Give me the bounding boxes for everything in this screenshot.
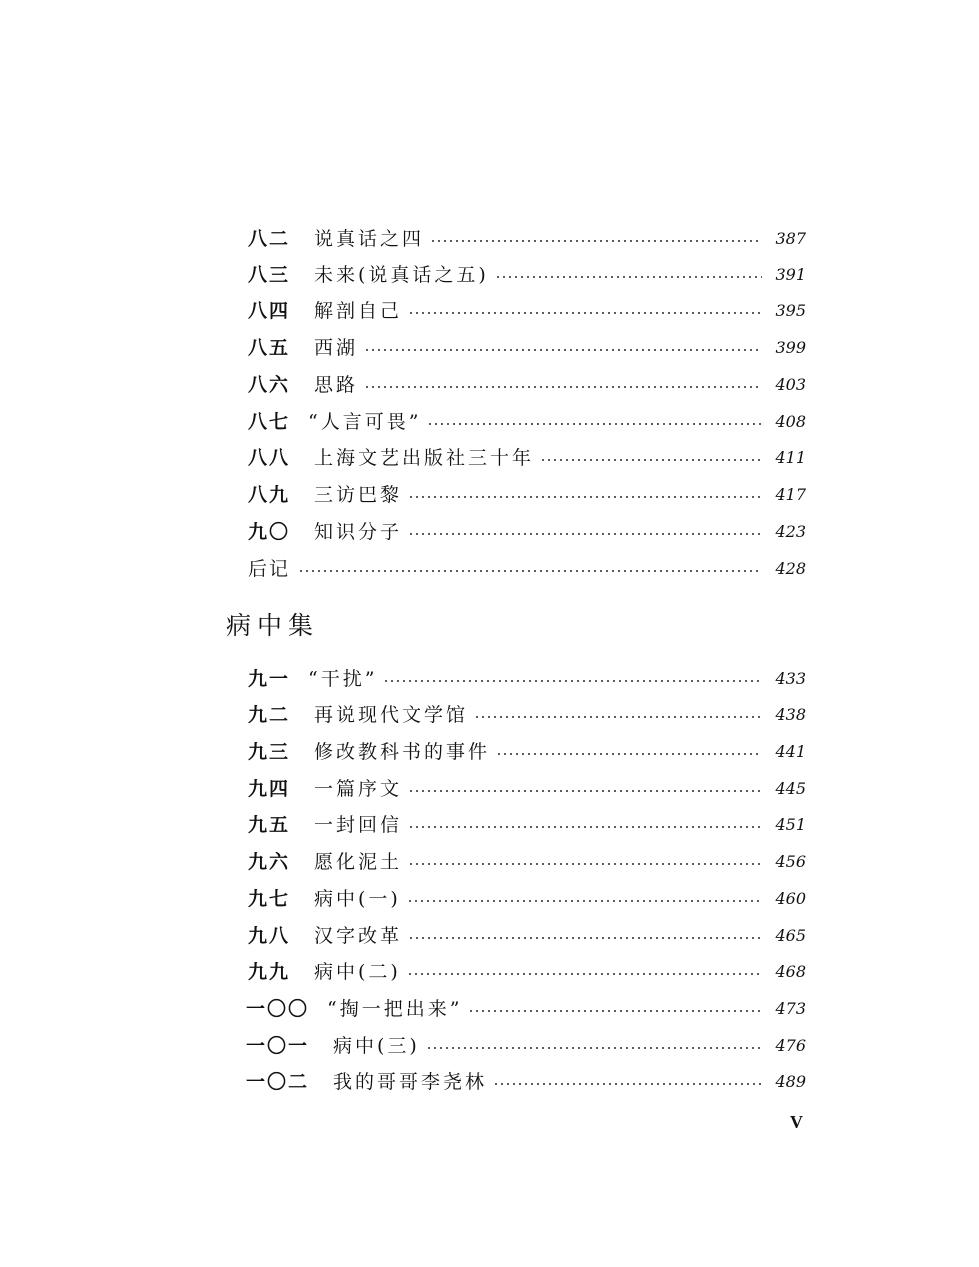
dot-leader — [407, 900, 762, 902]
entry-number: 九〇 — [248, 521, 291, 543]
dot-leader — [407, 973, 762, 975]
entry-page: 473 — [775, 999, 806, 1018]
entry-title: 说真话之四 — [314, 228, 425, 250]
entry-number: 后记 — [248, 558, 291, 580]
entry-page: 433 — [775, 669, 806, 688]
toc-entry[interactable] — [248, 847, 806, 877]
entry-title: 知识分子 — [314, 521, 403, 543]
dot-leader — [408, 312, 762, 314]
entry-page: 423 — [775, 522, 806, 541]
page-folio: V — [790, 1112, 803, 1132]
entry-page: 408 — [775, 412, 806, 431]
dot-leader — [383, 680, 762, 682]
toc-entry[interactable] — [248, 260, 806, 290]
entry-page: 399 — [775, 338, 806, 357]
entry-number: 八七 — [248, 411, 291, 433]
entry-page: 451 — [775, 815, 806, 834]
entry-title: 西湖 — [314, 337, 359, 359]
entry-page: 391 — [775, 265, 806, 284]
entry-number: 八四 — [248, 300, 291, 322]
entry-page: 476 — [775, 1036, 806, 1055]
dot-leader — [474, 716, 762, 718]
entry-page: 468 — [775, 962, 806, 981]
entry-page: 428 — [775, 559, 806, 578]
entry-number: 九二 — [248, 704, 291, 726]
entry-title: 修改教科书的事件 — [314, 741, 491, 763]
entry-number: 九八 — [248, 925, 291, 947]
dot-leader — [496, 753, 762, 755]
toc-entry[interactable] — [248, 810, 806, 840]
entry-number: 一〇一 — [246, 1035, 310, 1057]
dot-leader — [540, 459, 762, 461]
entry-page: 417 — [775, 485, 806, 504]
entry-title: 汉字改革 — [314, 925, 403, 947]
toc-entry-afterword[interactable] — [248, 554, 806, 584]
entry-number: 八五 — [248, 337, 291, 359]
dot-leader — [408, 533, 762, 535]
toc-entry[interactable] — [248, 296, 806, 326]
toc-entry[interactable] — [248, 957, 806, 987]
dot-leader — [408, 826, 762, 828]
toc-entry[interactable] — [248, 774, 806, 804]
dot-leader — [408, 863, 762, 865]
entry-page: 465 — [775, 926, 806, 945]
entry-title: 病中(二) — [314, 961, 401, 983]
entry-title: 三访巴黎 — [314, 484, 403, 506]
entry-title: 解剖自己 — [314, 300, 403, 322]
toc-entry[interactable] — [248, 480, 806, 510]
entry-number: 一〇二 — [246, 1071, 310, 1093]
dot-leader — [408, 937, 762, 939]
entry-title: 愿化泥土 — [314, 851, 403, 873]
entry-page: 456 — [775, 852, 806, 871]
entry-number: 九三 — [248, 741, 291, 763]
entry-number: 九四 — [248, 778, 291, 800]
entry-title: 我的哥哥李尧林 — [333, 1071, 488, 1093]
entry-title: “掏一把出来” — [327, 998, 463, 1020]
entry-title: “干扰” — [308, 668, 378, 690]
entry-number: 八六 — [248, 374, 291, 396]
entry-title: 再说现代文学馆 — [314, 704, 469, 726]
toc-entry[interactable] — [246, 1067, 806, 1097]
toc-entry[interactable] — [246, 1031, 806, 1061]
dot-leader — [468, 1010, 762, 1012]
toc-entry[interactable] — [248, 407, 806, 437]
entry-number: 九一 — [248, 668, 291, 690]
entry-page: 411 — [775, 448, 806, 467]
entry-title: “人言可畏” — [308, 411, 422, 433]
entry-number: 八九 — [248, 484, 291, 506]
toc-entry[interactable] — [248, 737, 806, 767]
toc-entry[interactable] — [248, 664, 806, 694]
entry-number: 八八 — [248, 447, 291, 469]
entry-number: 九五 — [248, 814, 291, 836]
toc-entry[interactable] — [246, 994, 806, 1024]
entry-number: 八二 — [248, 228, 291, 250]
section-heading: 病中集 — [226, 611, 320, 640]
entry-page: 438 — [775, 705, 806, 724]
entry-number: 一〇〇 — [246, 998, 310, 1020]
toc-entry[interactable] — [248, 921, 806, 951]
dot-leader — [408, 790, 762, 792]
dot-leader — [427, 423, 762, 425]
toc-entry[interactable] — [248, 517, 806, 547]
dot-leader — [364, 349, 762, 351]
entry-page: 489 — [775, 1072, 806, 1091]
toc-entry[interactable] — [248, 700, 806, 730]
toc-entry[interactable] — [248, 884, 806, 914]
entry-number: 八三 — [248, 264, 291, 286]
entry-title: 一封回信 — [314, 814, 403, 836]
dot-leader — [426, 1047, 762, 1049]
entry-title: 病中(一) — [314, 888, 401, 910]
dot-leader — [298, 570, 762, 572]
entry-page: 403 — [775, 375, 806, 394]
entry-title: 未来(说真话之五) — [314, 264, 489, 286]
entry-page: 460 — [775, 889, 806, 908]
entry-number: 九六 — [248, 851, 291, 873]
entry-page: 395 — [775, 301, 806, 320]
entry-title: 思路 — [314, 374, 359, 396]
dot-leader — [408, 496, 762, 498]
entry-title: 一篇序文 — [314, 778, 403, 800]
dot-leader — [495, 276, 762, 278]
entry-page: 441 — [775, 742, 806, 761]
dot-leader — [364, 386, 762, 388]
toc-entry[interactable] — [248, 370, 806, 400]
entry-title: 上海文艺出版社三十年 — [314, 447, 535, 469]
entry-number: 九九 — [248, 961, 291, 983]
entry-title: 病中(三) — [333, 1035, 420, 1057]
toc-entry[interactable] — [248, 443, 806, 473]
toc-entry[interactable] — [248, 224, 806, 254]
entry-number: 九七 — [248, 888, 291, 910]
entry-page: 387 — [775, 229, 806, 248]
dot-leader — [430, 240, 762, 242]
entry-page: 445 — [775, 779, 806, 798]
dot-leader — [493, 1083, 762, 1085]
toc-entry[interactable] — [248, 333, 806, 363]
